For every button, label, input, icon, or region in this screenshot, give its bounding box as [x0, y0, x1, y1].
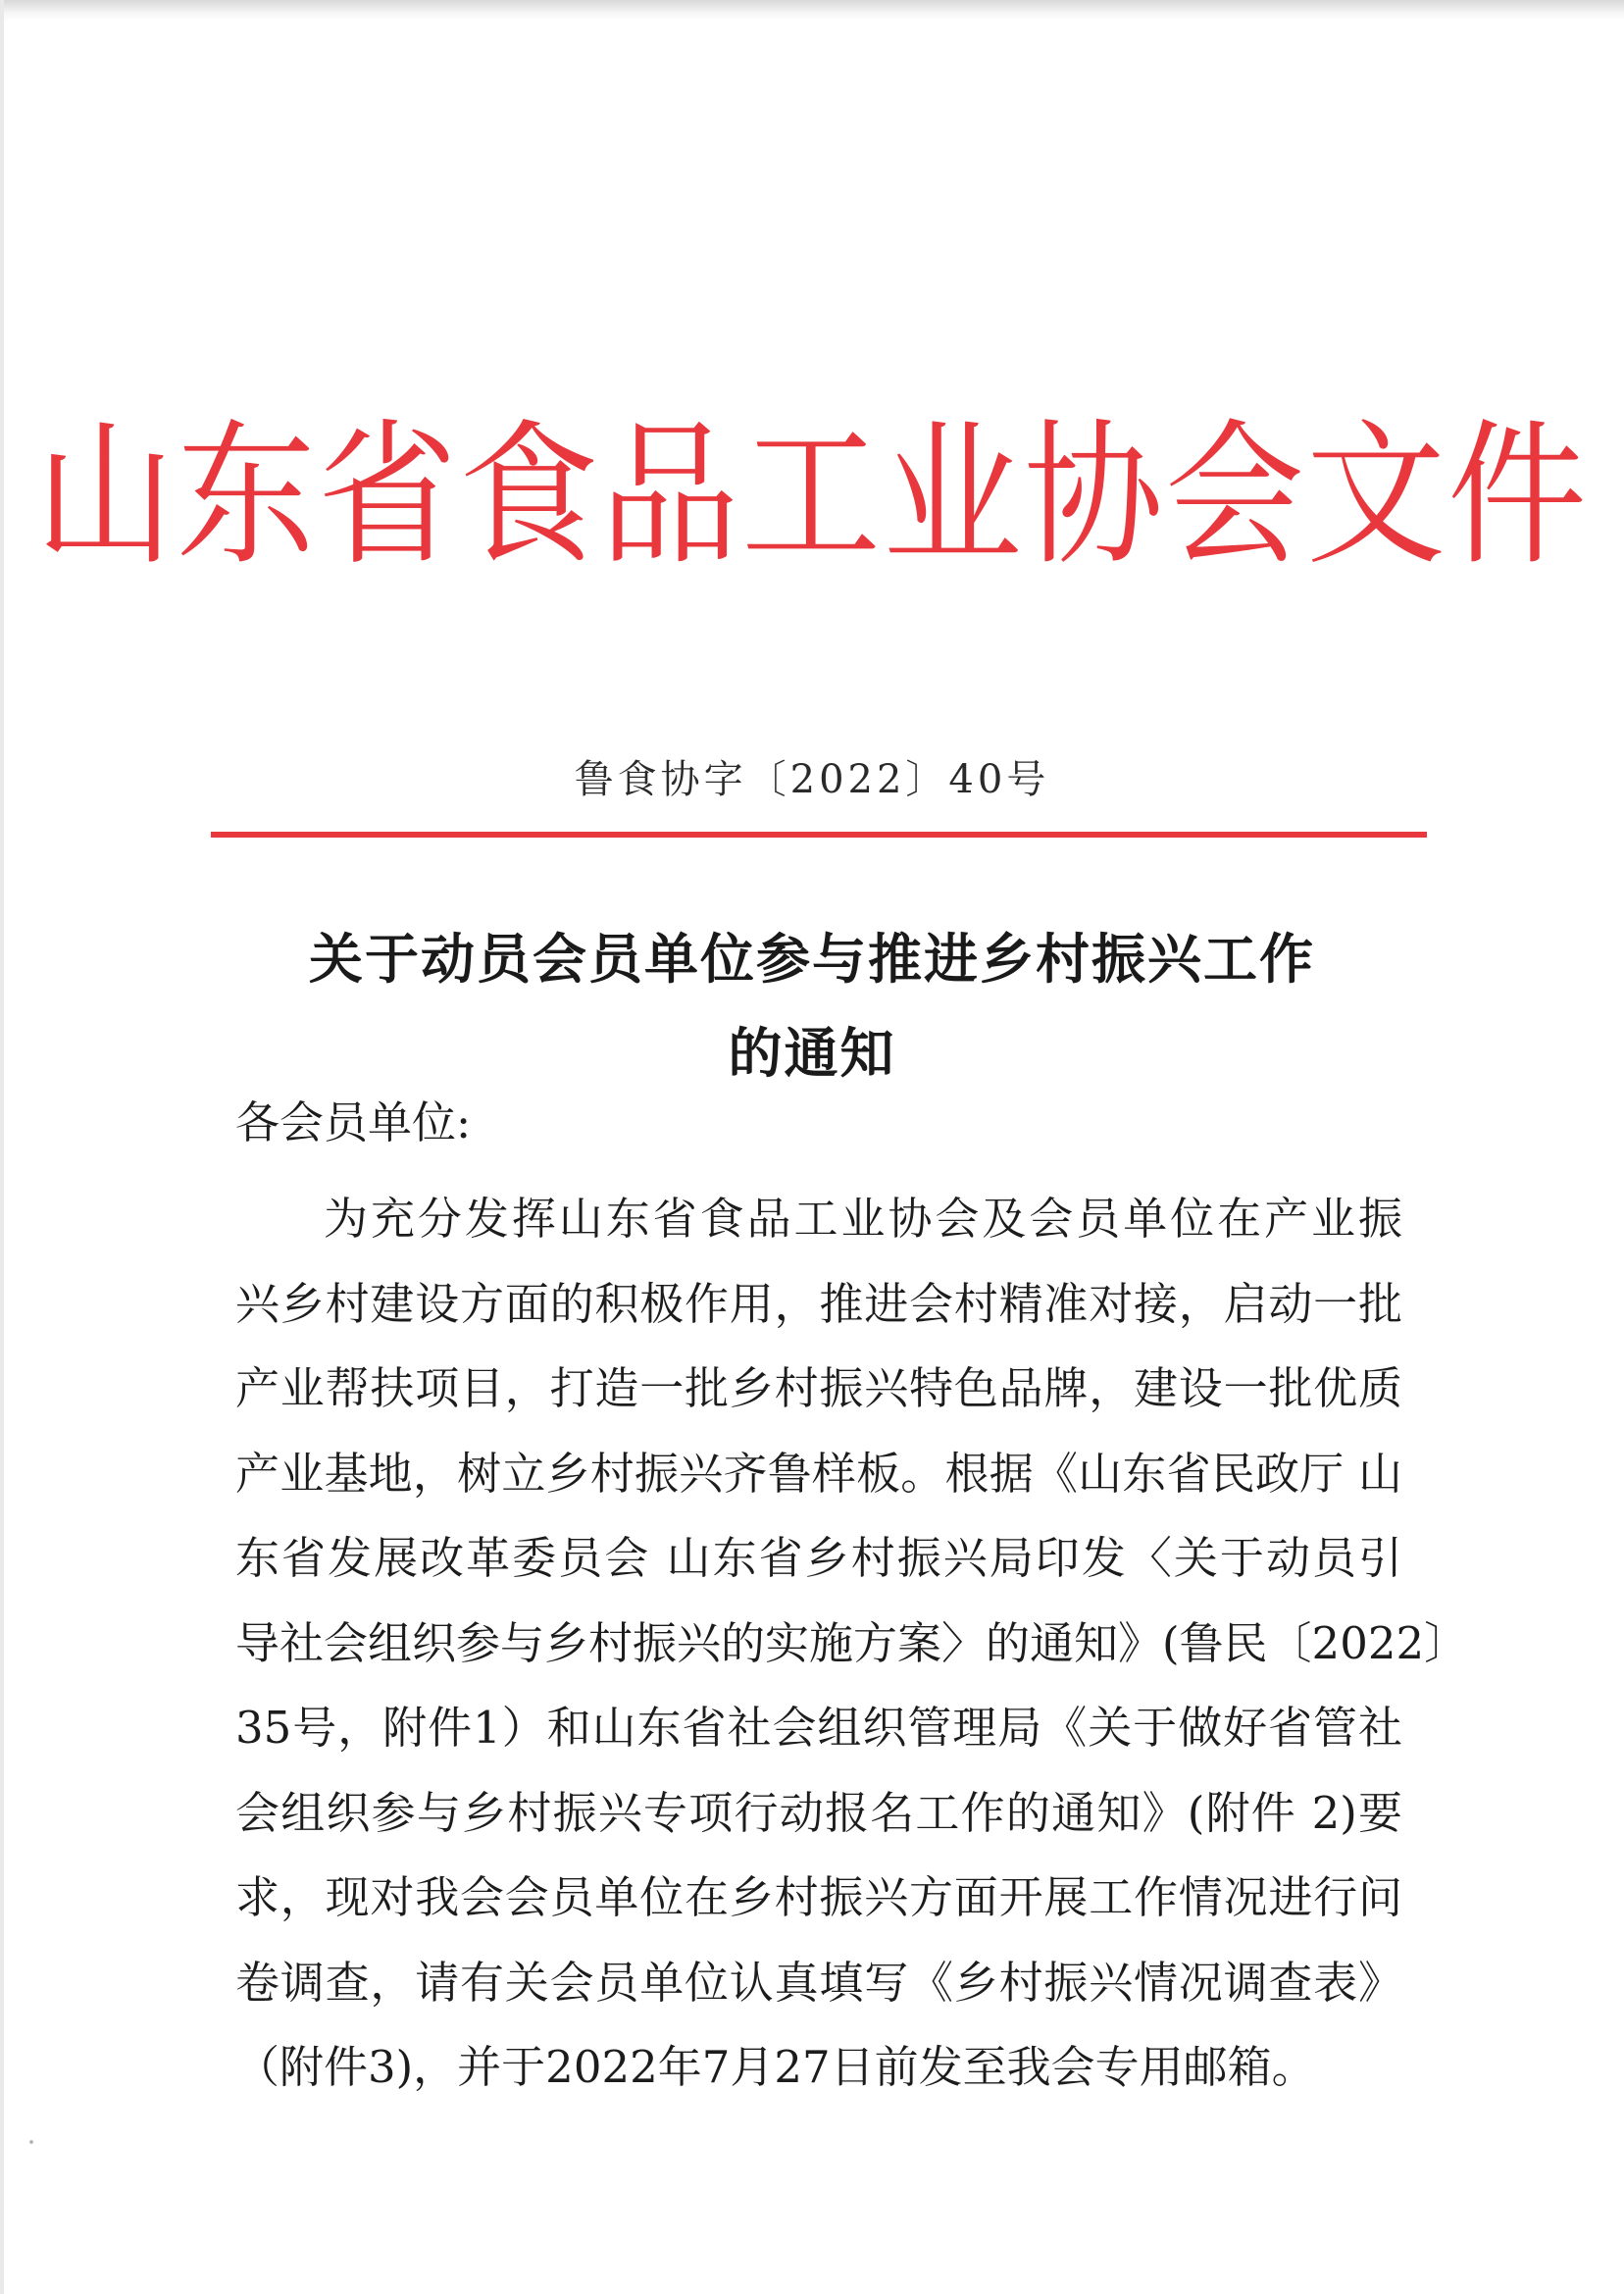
- scan-left-edge: [0, 0, 4, 2294]
- scan-top-edge: [0, 0, 1624, 22]
- scan-speck: [29, 2140, 33, 2144]
- salutation: 各会员单位:: [235, 1096, 472, 1148]
- body-paragraph: [235, 1177, 1469, 2111]
- body-line: （附件3)，并于2022年7月27日前发至我会专用邮箱。: [235, 2041, 1316, 2093]
- body-line: 兴乡村建设方面的积极作用，推进会村精准对接，启动一批: [235, 1277, 1402, 1330]
- body-line: 会组织参与乡村振兴专项行动报名工作的通知》(附件 2)要: [235, 1786, 1402, 1839]
- body-line: 产业帮扶项目，打造一批乡村振兴特色品牌，建设一批优质: [235, 1362, 1402, 1414]
- body-line: 求，现对我会会员单位在乡村振兴方面开展工作情况进行问: [235, 1871, 1402, 1923]
- document-number: 鲁食协字〔2022〕40号: [574, 757, 1050, 802]
- body-line: 导社会组织参与乡村振兴的实施方案〉的通知》(鲁民〔2022〕: [235, 1616, 1469, 1669]
- document-header-title: 山东省食品工业协会文件: [35, 405, 1589, 587]
- body-line: 东省发展改革委员会 山东省乡村振兴局印发〈关于动员引: [235, 1532, 1402, 1584]
- header-red-rule: [211, 832, 1427, 838]
- notice-title-line-1: 关于动员会员单位参与推进乡村振兴工作: [308, 928, 1315, 991]
- body-line: 产业基地，树立乡村振兴齐鲁样板。根据《山东省民政厅 山: [235, 1447, 1402, 1500]
- body-line: 为充分发挥山东省食品工业协会及会员单位在产业振: [324, 1193, 1402, 1245]
- notice-title: [0, 912, 1624, 1100]
- body-line: 卷调查，请有关会员单位认真填写《乡村振兴情况调查表》: [235, 1956, 1402, 2009]
- body-line: 35号，附件1）和山东省社会组织管理局《关于做好省管社: [235, 1702, 1402, 1754]
- notice-title-line-2: 的通知: [728, 1022, 896, 1085]
